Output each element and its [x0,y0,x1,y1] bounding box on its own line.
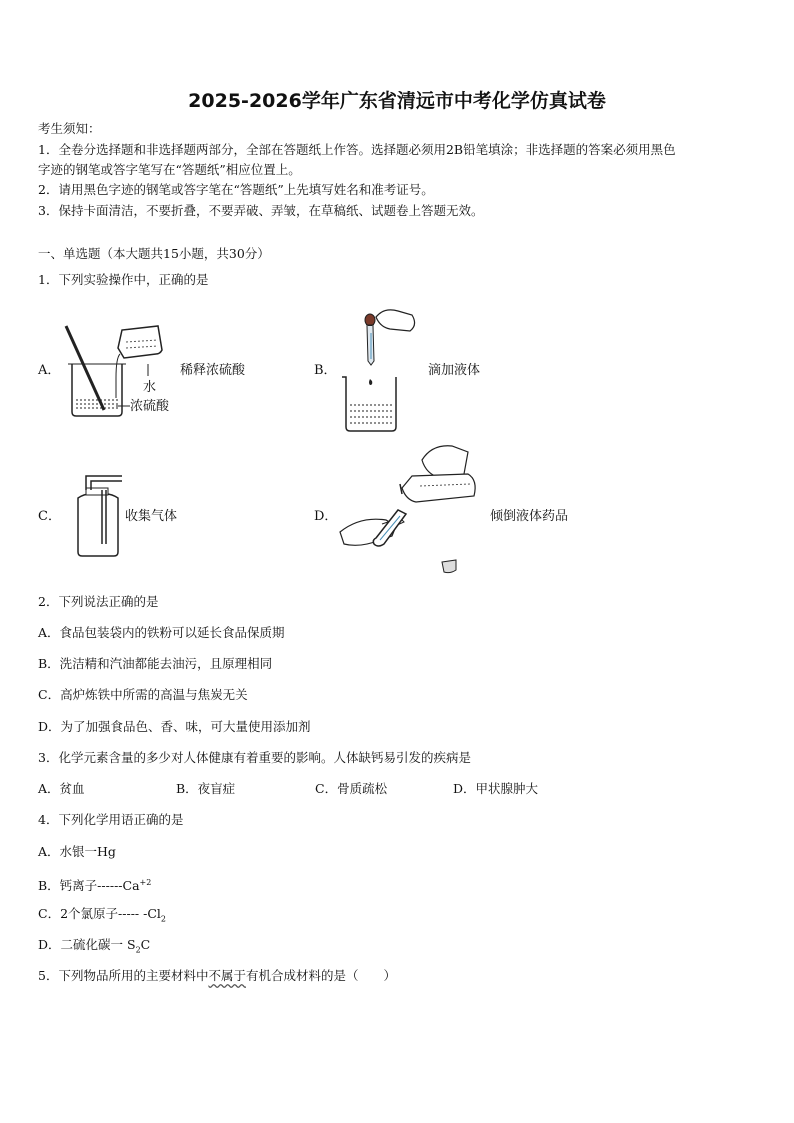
q1-option-d-caption: 倾倒液体药品 [490,509,569,524]
q4-option-d-text-end: C [140,937,151,952]
q3-option-b: B．夜盲症 [176,781,236,796]
q5-stem [38,967,396,985]
q4-option-a: A．水银一Hg [38,844,116,859]
notice-line-2: 字迹的钢笔或答字笔写在“答题纸”相应位置上。 [38,162,301,177]
q3-option-a: A．贫血 [38,781,85,796]
water-label: 水 [143,380,157,395]
q2-option-c: C．高炉炼铁中所需的高温与焦炭无关 [38,687,248,702]
q4-option-c [38,905,166,929]
q4-option-c-text: C．2个氯原子----- -Cl [38,906,161,921]
q3-option-c: C．骨质疏松 [315,781,388,796]
q1-option-c-label: C． [38,509,61,524]
dropper-illustration [340,305,420,435]
q2-option-d: D．为了加强食品色、香、味，可大量使用添加剂 [38,719,311,734]
q3-option-d: D．甲状腺肿大 [453,781,539,796]
acid-label: 浓硫酸 [130,399,170,414]
q1-option-a-caption: 稀释浓硫酸 [180,363,246,378]
q4-option-c-subscript: 2 [160,914,166,924]
q4-option-d-text: D．二硫化碳一 S [38,937,136,952]
q1-option-b-label: B． [314,363,337,378]
q4-option-b-text: B．钙离子------Ca [38,878,140,894]
notice-heading: 考生须知： [38,121,101,136]
q1-option-d-label: D． [314,509,338,524]
notice-line-4: 3．保持卡面清洁，不要折叠，不要弄破、弄皱，在草稿纸、试题卷上答题无效。 [38,203,484,218]
dilute-acid-illustration [60,318,190,418]
q2-option-b: B．洗洁精和汽油都能去油污，且原理相同 [38,656,273,671]
q4-option-b [38,874,151,895]
q5-stem-end: 有机合成材料的是（ ） [245,968,396,983]
gas-collection-illustration [72,470,122,560]
q2-option-a: A．食品包装袋内的铁粉可以延长食品保质期 [38,625,285,640]
section-heading: 一、单选题（本大题共15小题，共30分） [38,246,270,261]
q4-option-d-subscript: 2 [135,945,141,955]
notice-line-1: 1．全卷分选择题和非选择题两部分，全部在答题纸上作答。选择题必须用2B铅笔填涂；非选择题的答案必须用黑色 [38,142,676,157]
q3-stem: 3．化学元素含量的多少对人体健康有着重要的影响。人体缺钙易引发的疾病是 [38,750,471,765]
q5-stem-start: 5．下列物品所用的主要材料中 [38,968,209,983]
q4-option-d [38,936,150,960]
q1-option-a-label: A． [38,363,61,378]
q4-option-b-charge: +2 [139,878,152,887]
page-title: 2025-2026学年广东省清远市中考化学仿真试卷 [188,90,606,112]
q4-stem: 4．下列化学用语正确的是 [38,812,184,827]
q1-option-b-caption: 滴加液体 [428,363,481,378]
pour-liquid-illustration [340,440,490,580]
q2-stem: 2．下列说法正确的是 [38,594,159,609]
notice-line-3: 2．请用黑色字迹的钢笔或答字笔在“答题纸”上先填写姓名和准考证号。 [38,182,434,197]
q1-stem: 1．下列实验操作中，正确的是 [38,272,209,287]
q1-option-c-caption: 收集气体 [125,509,178,524]
q5-stem-emphasis: 不属于 [208,968,246,983]
